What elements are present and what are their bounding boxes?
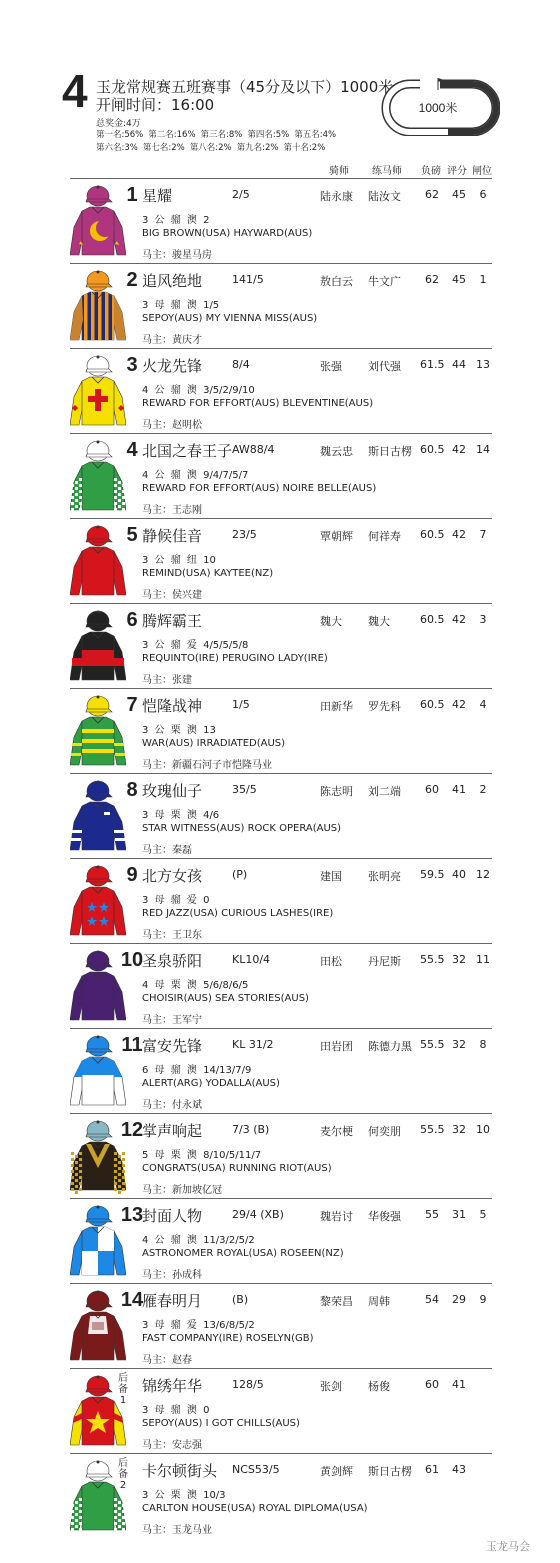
odds: KL10/4 bbox=[232, 953, 271, 966]
runner-number: 3 bbox=[126, 354, 138, 376]
owner: 马主：新疆石河子市恺隆马业 bbox=[142, 760, 272, 771]
runner-number: 10 bbox=[120, 949, 144, 971]
trainer: 杨俊 bbox=[368, 1380, 390, 1393]
runner-row bbox=[70, 1198, 492, 1282]
jockey-silks-icon bbox=[70, 778, 126, 854]
owner: 马主：新加坡亿冠 bbox=[142, 1185, 222, 1196]
odds: 1/5 bbox=[232, 698, 250, 711]
runner-number: 后备2 bbox=[118, 1458, 128, 1491]
watermark: 玉龙马会 bbox=[486, 1540, 530, 1553]
pedigree: BIG BROWN(USA) HAYWARD(AUS) bbox=[142, 228, 313, 239]
horse-info: 3 母 骝 澳 0 bbox=[142, 1405, 210, 1416]
odds: KL 31/2 bbox=[232, 1038, 274, 1051]
rating: 44 bbox=[452, 358, 466, 371]
jockey-silks-icon bbox=[70, 438, 126, 514]
odds: 141/5 bbox=[232, 273, 264, 286]
jockey-silks-icon bbox=[70, 353, 126, 429]
jockey: 田新华 bbox=[320, 700, 353, 713]
pedigree: FAST COMPANY(IRE) ROSELYN(GB) bbox=[142, 1333, 314, 1344]
runner-number: 5 bbox=[126, 524, 138, 546]
trainer: 斯日古楞 bbox=[368, 445, 412, 458]
horse-name: 卡尔顿街头 bbox=[142, 1462, 218, 1480]
horse-info: 4 公 骝 澳 11/3/2/5/2 bbox=[142, 1235, 255, 1246]
col-weight: 负磅 bbox=[421, 166, 441, 177]
runner-row bbox=[70, 433, 492, 517]
runner-row bbox=[70, 178, 492, 262]
trainer: 魏大 bbox=[368, 615, 390, 628]
owner: 马主：赵春 bbox=[142, 1355, 192, 1366]
pedigree: RED JAZZ(USA) CURIOUS LASHES(IRE) bbox=[142, 908, 334, 919]
weight: 60 bbox=[425, 783, 439, 796]
jockey-silks-icon bbox=[70, 183, 126, 259]
jockey: 敖白云 bbox=[320, 275, 353, 288]
jockey: 黎荣昌 bbox=[320, 1295, 353, 1308]
draw: 11 bbox=[476, 953, 490, 966]
weight: 62 bbox=[425, 273, 439, 286]
owner: 马主：孙成科 bbox=[142, 1270, 202, 1281]
pedigree: REMIND(USA) KAYTEE(NZ) bbox=[142, 568, 274, 579]
runner-number: 4 bbox=[126, 439, 138, 461]
rating: 42 bbox=[452, 698, 466, 711]
jockey: 黄剑辉 bbox=[320, 1465, 353, 1478]
draw: 13 bbox=[476, 358, 490, 371]
odds: (P) bbox=[232, 868, 248, 881]
runner-row bbox=[70, 1028, 492, 1112]
rating: 45 bbox=[452, 273, 466, 286]
trainer: 何祥寿 bbox=[368, 530, 401, 543]
owner: 马主：安志强 bbox=[142, 1440, 202, 1451]
owner: 马主：骏星马房 bbox=[142, 250, 212, 261]
pedigree: CARLTON HOUSE(USA) ROYAL DIPLOMA(USA) bbox=[142, 1503, 368, 1514]
odds: 7/3 (B) bbox=[232, 1123, 270, 1136]
runner-number: 6 bbox=[126, 609, 138, 631]
horse-info: 3 母 骝 澳 1/5 bbox=[142, 300, 220, 311]
col-rating: 评分 bbox=[447, 166, 467, 177]
horse-name: 富安先锋 bbox=[142, 1037, 203, 1055]
draw: 14 bbox=[476, 443, 490, 456]
trainer: 丹尼斯 bbox=[368, 955, 401, 968]
runner-row bbox=[70, 1368, 492, 1452]
runner-row bbox=[70, 348, 492, 432]
pedigree: WAR(AUS) IRRADIATED(AUS) bbox=[142, 738, 286, 749]
pedigree: ALERT(ARG) YODALLA(AUS) bbox=[142, 1078, 280, 1089]
trainer: 张明亮 bbox=[368, 870, 401, 883]
track-diagram bbox=[380, 76, 500, 136]
horse-info: 5 母 栗 澳 8/10/5/11/7 bbox=[142, 1150, 262, 1161]
col-jockey: 骑师 bbox=[329, 166, 349, 177]
horse-name: 锦绣年华 bbox=[142, 1377, 203, 1395]
draw: 4 bbox=[479, 698, 487, 711]
prize-split-row-1: 第一名:56% 第二名:16% 第三名:8% 第四名:5% 第五名:4% bbox=[96, 130, 337, 140]
rating: 32 bbox=[452, 1123, 466, 1136]
odds: 2/5 bbox=[232, 188, 250, 201]
odds: 8/4 bbox=[232, 358, 250, 371]
runner-row bbox=[70, 263, 492, 347]
jockey: 建国 bbox=[320, 870, 342, 883]
runner-row bbox=[70, 1113, 492, 1197]
jockey-silks-icon bbox=[70, 608, 126, 684]
horse-info: 4 母 栗 澳 5/6/8/6/5 bbox=[142, 980, 249, 991]
odds: (B) bbox=[232, 1293, 249, 1306]
horse-name: 雁春明月 bbox=[142, 1292, 203, 1310]
jockey: 陈志明 bbox=[320, 785, 353, 798]
rating: 31 bbox=[452, 1208, 466, 1221]
jockey-silks-icon bbox=[70, 1288, 126, 1364]
jockey: 田岩团 bbox=[320, 1040, 353, 1053]
trainer: 陆汝文 bbox=[368, 190, 401, 203]
owner: 马主：张建 bbox=[142, 675, 192, 686]
jockey-silks-icon bbox=[70, 1203, 126, 1279]
owner: 马主：赵明松 bbox=[142, 420, 202, 431]
runner-row bbox=[70, 773, 492, 857]
trainer: 罗先科 bbox=[368, 700, 401, 713]
rating: 41 bbox=[452, 783, 466, 796]
runner-number: 后备1 bbox=[118, 1373, 128, 1406]
owner: 马主：黄庆才 bbox=[142, 335, 202, 346]
horse-name: 圣泉骄阳 bbox=[142, 952, 203, 970]
weight: 61 bbox=[425, 1463, 439, 1476]
weight: 55.5 bbox=[420, 1038, 445, 1051]
draw: 9 bbox=[479, 1293, 487, 1306]
trainer: 刘二端 bbox=[368, 785, 401, 798]
owner: 马主：付永斌 bbox=[142, 1100, 202, 1111]
runner-number: 12 bbox=[120, 1119, 144, 1141]
jockey-silks-icon bbox=[70, 1033, 126, 1109]
jockey: 田松 bbox=[320, 955, 342, 968]
jockey-silks-icon bbox=[70, 948, 126, 1024]
horse-name: 玫瑰仙子 bbox=[142, 782, 203, 800]
jockey: 魏岩讨 bbox=[320, 1210, 353, 1223]
rating: 29 bbox=[452, 1293, 466, 1306]
draw: 3 bbox=[479, 613, 487, 626]
horse-info: 3 公 栗 澳 10/3 bbox=[142, 1490, 226, 1501]
rating: 41 bbox=[452, 1378, 466, 1391]
jockey: 陆永康 bbox=[320, 190, 353, 203]
jockey-silks-icon bbox=[70, 863, 126, 939]
runner-number: 8 bbox=[126, 779, 138, 801]
odds: 35/5 bbox=[232, 783, 257, 796]
runner-number: 11 bbox=[121, 1034, 143, 1056]
weight: 60 bbox=[425, 1378, 439, 1391]
runner-row bbox=[70, 603, 492, 687]
rating: 45 bbox=[452, 188, 466, 201]
jockey-silks-icon bbox=[70, 693, 126, 769]
runner-number: 7 bbox=[126, 694, 138, 716]
jockey: 魏云忠 bbox=[320, 445, 353, 458]
prize-split-row-2: 第六名:3% 第七名:2% 第八名:2% 第九名:2% 第十名:2% bbox=[96, 143, 326, 153]
horse-name: 追风绝地 bbox=[142, 272, 203, 290]
rating: 32 bbox=[452, 953, 466, 966]
runner-number: 2 bbox=[126, 269, 138, 291]
rating: 42 bbox=[452, 443, 466, 456]
trainer: 斯日古楞 bbox=[368, 1465, 412, 1478]
horse-name: 北国之春王子 bbox=[142, 442, 233, 460]
draw: 10 bbox=[476, 1123, 490, 1136]
weight: 54 bbox=[425, 1293, 439, 1306]
jockey: 张剑 bbox=[320, 1380, 342, 1393]
pedigree: CHOISIR(AUS) SEA STORIES(AUS) bbox=[142, 993, 309, 1004]
rating: 42 bbox=[452, 528, 466, 541]
horse-name: 腾辉霸王 bbox=[142, 612, 203, 630]
owner: 马主：王卫东 bbox=[142, 930, 202, 941]
horse-info: 3 公 骝 纽 10 bbox=[142, 555, 216, 566]
horse-info: 3 公 骝 爱 4/5/5/5/8 bbox=[142, 640, 249, 651]
runner-number: 13 bbox=[120, 1204, 144, 1226]
runner-number: 9 bbox=[126, 864, 138, 886]
jockey: 张强 bbox=[320, 360, 342, 373]
owner: 马主：秦磊 bbox=[142, 845, 192, 856]
weight: 60.5 bbox=[420, 698, 445, 711]
rating: 42 bbox=[452, 613, 466, 626]
horse-info: 6 母 骝 澳 14/13/7/9 bbox=[142, 1065, 252, 1076]
runner-row bbox=[70, 688, 492, 772]
pedigree: REWARD FOR EFFORT(AUS) NOIRE BELLE(AUS) bbox=[142, 483, 377, 494]
odds: 128/5 bbox=[232, 1378, 264, 1391]
trainer: 陈德力黑 bbox=[368, 1040, 412, 1053]
owner: 马主：王军宁 bbox=[142, 1015, 202, 1026]
horse-name: 恺隆战神 bbox=[142, 697, 203, 715]
runner-row bbox=[70, 1283, 492, 1367]
horse-name: 星耀 bbox=[142, 187, 173, 205]
trainer: 何奕朋 bbox=[368, 1125, 401, 1138]
weight: 55.5 bbox=[420, 953, 445, 966]
owner: 马主：玉龙马业 bbox=[142, 1525, 212, 1536]
pedigree: ASTRONOMER ROYAL(USA) ROSEEN(NZ) bbox=[142, 1248, 344, 1259]
weight: 62 bbox=[425, 188, 439, 201]
runner-row bbox=[70, 943, 492, 1027]
track-distance: 1000米 bbox=[418, 101, 458, 115]
race-title: 玉龙常规赛五班赛事（45分及以下）1000米 bbox=[96, 78, 394, 96]
trainer: 华俊强 bbox=[368, 1210, 401, 1223]
horse-info: 3 母 栗 澳 4/6 bbox=[142, 810, 220, 821]
rating: 32 bbox=[452, 1038, 466, 1051]
trainer: 周韩 bbox=[368, 1295, 390, 1308]
jockey-silks-icon bbox=[70, 523, 126, 599]
runner-row bbox=[70, 1453, 492, 1537]
draw: 1 bbox=[479, 273, 487, 286]
col-draw: 闸位 bbox=[472, 166, 492, 177]
race-header bbox=[0, 0, 560, 178]
weight: 55 bbox=[425, 1208, 439, 1221]
pedigree: STAR WITNESS(AUS) ROCK OPERA(AUS) bbox=[142, 823, 342, 834]
trainer: 刘代强 bbox=[368, 360, 401, 373]
trainer: 牛文广 bbox=[368, 275, 401, 288]
jockey-silks-icon bbox=[70, 268, 126, 344]
odds: 29/4 (XB) bbox=[232, 1208, 284, 1221]
draw: 7 bbox=[479, 528, 487, 541]
pedigree: REQUINTO(IRE) PERUGINO LADY(IRE) bbox=[142, 653, 328, 664]
rating: 43 bbox=[452, 1463, 466, 1476]
jockey: 麦尔梗 bbox=[320, 1125, 353, 1138]
horse-info: 3 母 骝 爱 13/6/8/5/2 bbox=[142, 1320, 255, 1331]
weight: 60.5 bbox=[420, 443, 445, 456]
pedigree: CONGRATS(USA) RUNNING RIOT(AUS) bbox=[142, 1163, 332, 1174]
owner: 马主：侯兴建 bbox=[142, 590, 202, 601]
owner: 马主：王志刚 bbox=[142, 505, 202, 516]
total-prize: 总奖金:4万 bbox=[96, 119, 141, 129]
start-time: 开闸时间：16:00 bbox=[96, 96, 215, 114]
horse-info: 4 公 骝 澳 3/5/2/9/10 bbox=[142, 385, 255, 396]
horse-name: 北方女孩 bbox=[142, 867, 203, 885]
race-number: 4 bbox=[62, 65, 88, 117]
horse-name: 掌声响起 bbox=[142, 1122, 203, 1140]
draw: 6 bbox=[479, 188, 487, 201]
runner-number: 1 bbox=[126, 184, 138, 206]
jockey: 魏大 bbox=[320, 615, 342, 628]
odds: 23/5 bbox=[232, 528, 257, 541]
pedigree: SEPOY(AUS) MY VIENNA MISS(AUS) bbox=[142, 313, 318, 324]
odds: NCS53/5 bbox=[232, 1463, 280, 1476]
horse-info: 4 公 骝 澳 9/4/7/5/7 bbox=[142, 470, 249, 481]
horse-name: 封面人物 bbox=[142, 1207, 203, 1225]
weight: 60.5 bbox=[420, 613, 445, 626]
draw: 2 bbox=[479, 783, 487, 796]
horse-info: 3 母 骝 爱 0 bbox=[142, 895, 210, 906]
horse-name: 静候佳音 bbox=[142, 527, 203, 545]
runner-row bbox=[70, 518, 492, 602]
weight: 60.5 bbox=[420, 528, 445, 541]
runner-number: 14 bbox=[120, 1289, 144, 1311]
weight: 61.5 bbox=[420, 358, 445, 371]
jockey-silks-icon bbox=[70, 1118, 126, 1194]
col-trainer: 练马师 bbox=[372, 166, 402, 177]
pedigree: SEPOY(AUS) I GOT CHILLS(AUS) bbox=[142, 1418, 300, 1429]
draw: 8 bbox=[479, 1038, 487, 1051]
draw: 5 bbox=[479, 1208, 487, 1221]
weight: 59.5 bbox=[420, 868, 445, 881]
draw: 12 bbox=[476, 868, 490, 881]
rating: 40 bbox=[452, 868, 466, 881]
horse-info: 3 公 骝 澳 2 bbox=[142, 215, 210, 226]
runner-row bbox=[70, 858, 492, 942]
horse-name: 火龙先锋 bbox=[142, 357, 203, 375]
horse-info: 3 公 栗 澳 13 bbox=[142, 725, 216, 736]
pedigree: REWARD FOR EFFORT(AUS) BLEVENTINE(AUS) bbox=[142, 398, 374, 409]
odds: AW88/4 bbox=[232, 443, 275, 456]
jockey: 覃朝辉 bbox=[320, 530, 353, 543]
weight: 55.5 bbox=[420, 1123, 445, 1136]
